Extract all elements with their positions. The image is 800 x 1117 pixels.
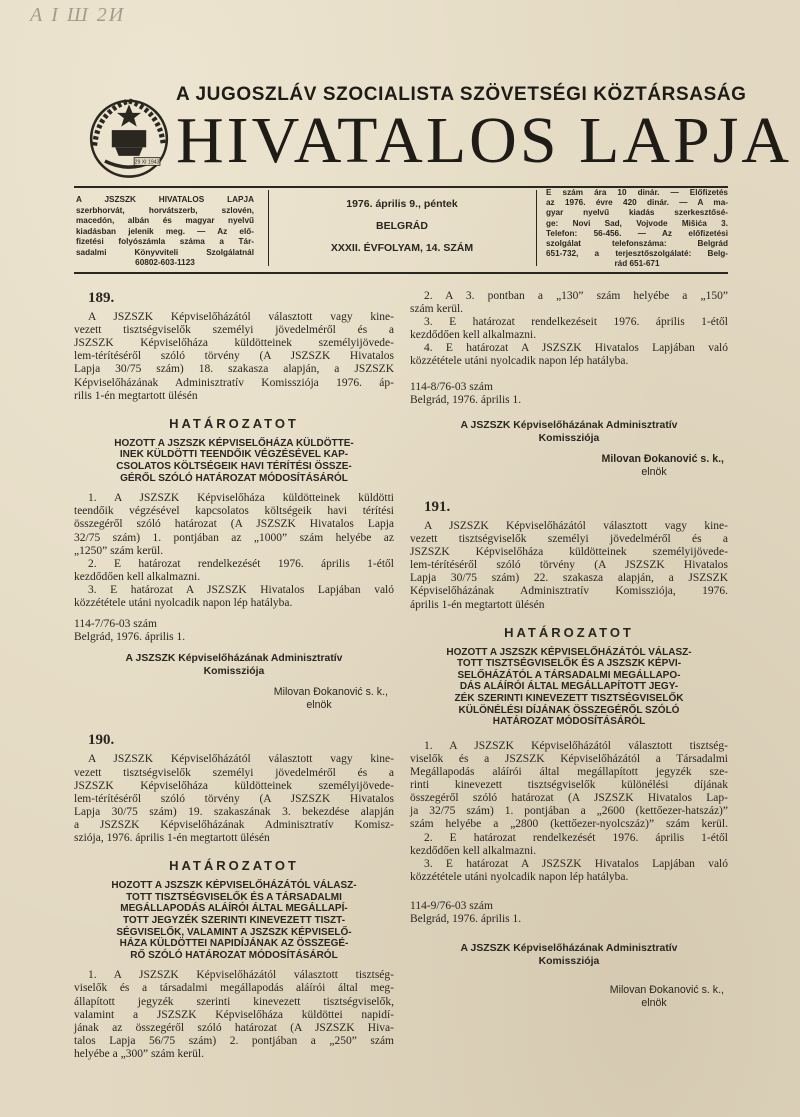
text-line: HOZOTT A JSZSZK KÉPVISELŐHÁZA KÜLDÖTTE- <box>114 437 354 449</box>
text-line: 2. E határozat rendelkezését 1976. április 1-étől <box>88 557 394 570</box>
left-column <box>74 290 394 1061</box>
signer-name: Milovan Đokanović s. k., <box>609 984 724 997</box>
text-line: április 1-én megtartott ülésén <box>410 598 545 611</box>
text-line: szám helyébe a „2800 (kettőezer-nyolcszáz)” szám kerül. <box>410 818 728 831</box>
text-line: 1. A JSZSZK Képviselőháza küldötteinek küldötti <box>88 492 394 505</box>
info-line: fizetési folyószámla száma a Tár- <box>76 237 254 246</box>
info-line: A JSZSZK HIVATALOS LAPJA <box>76 195 254 204</box>
text-line: JSZSZK Képviselőháza küldötteinek személyijövede- <box>74 337 394 350</box>
text-line: kezdődően kell alkalmazni. <box>410 329 537 342</box>
text-line: SÉGVISELŐK, VALAMINT A JSZSZK KÉPVISELŐ- <box>116 926 352 938</box>
text-line: 2. E határozat rendelkezését 1976. április 1-étől <box>424 831 728 844</box>
text-line: A JSZSZK Képviselőházának Adminisztratív <box>460 943 678 955</box>
text-line: A JSZSZK Képviselőházától választott vagy kine- <box>424 519 728 532</box>
text-line: közzététele utáni nyolcadik napon lép hatályba. <box>74 596 293 609</box>
text-line: A JSZSZK Képviselőházának Adminisztratív <box>460 419 678 431</box>
text-line: Képviselőházának Adminisztratív Komissziója, 1976. <box>410 585 728 598</box>
text-line: JSZSZK Képviselőháza küldötteinek személyijövede- <box>74 779 394 792</box>
section-body <box>410 740 728 884</box>
section-body <box>410 290 728 369</box>
signer-name: Milovan Đokanović s. k., <box>273 686 388 699</box>
text-line: MEGÁLLAPODÁS ALÁÍRÓI ÁLTAL MEGÁLLAPÍ- <box>120 903 348 915</box>
text-line: lem-térítéséről szóló törvény (A JSZSZK Hivatalos <box>410 559 728 572</box>
reference-number: 114-8/76-03 szám <box>410 380 493 393</box>
text-line: szám kerül. <box>410 303 464 316</box>
text-line: lem-térítéséről szóló törvény (A JSZSZK Hivatalos <box>74 350 394 363</box>
text-line: Komissziója <box>538 432 600 444</box>
section-subheading <box>74 438 394 484</box>
section-heading: HATÁROZATOT <box>504 624 634 640</box>
text-line: kezdődően kell alkalmazni. <box>410 844 537 857</box>
info-line: szerbhorvát, horvátszerb, szlovén, <box>76 205 254 215</box>
handwritten-mark: А І Ш 2И <box>30 4 126 26</box>
info-line: gyar nyelvű kiadás szerkesztősé- <box>546 208 728 218</box>
text-line: összegéről szóló határozat (A JSZSZK Hivatalos Lapja <box>74 518 394 531</box>
signer-body <box>74 652 394 678</box>
section-intro <box>410 520 728 612</box>
place-date: Belgrád, 1976. április 1. <box>410 393 522 406</box>
text-line: 1. A JSZSZK Képviselőházától választott tisztség- <box>88 969 394 982</box>
text-line: 3. E határozat A JSZSZK Hivatalos Lapjában való <box>88 583 394 596</box>
text-line: „1250” szám kerül. <box>74 544 164 557</box>
masthead-subtitle: A JUGOSZLÁV SZOCIALISTA SZÖVETSÉGI KÖZTÁRSASÁG <box>176 84 747 105</box>
divider <box>268 190 269 266</box>
section-heading: HATÁROZATOT <box>169 858 299 874</box>
text-line: ZÉK SZERINTI KINEVEZETT TISZTSÉGVISELŐK <box>454 693 684 705</box>
text-line: 1. A JSZSZK Képviselőházától választott tisztség- <box>424 739 728 752</box>
text-line: közzététele utáni nyolcadik napon lép hatályba. <box>410 355 629 368</box>
reference-number: 114-7/76-03 szám <box>74 618 157 631</box>
text-line: A JSZSZK Képviselőházától választott vagy kine- <box>88 311 394 324</box>
text-line: 2. A 3. pontban a „130” szám helyébe a „150” <box>424 290 728 302</box>
text-line: talos Lapja 56/75 szám) 2. pontjában a „250” szám <box>74 1034 394 1047</box>
text-line: 4. E határozat A JSZSZK Hivatalos Lapjában való <box>424 342 728 355</box>
text-line: teendőik végzésével kapcsolatos költségeik havi térítési <box>74 505 394 518</box>
text-line: Képviselőházának Adminisztratív Komissziója 1976. áp- <box>74 376 394 389</box>
text-line: a JSZSZK Képviselőházának Adminisztratív Komisz- <box>74 818 394 831</box>
text-line: HATÁROZAT MÓDOSÍTÁSÁRÓL <box>492 716 646 728</box>
text-line: összegéről szóló határozat (A JSZSZK Hivatalos Lap- <box>410 792 728 805</box>
info-line: ge: Novi Sad, Vojvode Mišića 3. <box>546 218 728 228</box>
place-date: Belgrád, 1976. április 1. <box>74 631 186 644</box>
issue-date: 1976. április 9., péntek <box>346 198 458 210</box>
text-line: vezett tisztségviselők személyi jövedelméről és a <box>74 324 394 337</box>
section-subheading <box>410 647 728 728</box>
text-line: 3. E határozat rendelkezéseit 1976. április 1-étől <box>424 316 728 329</box>
masthead-rule-bottom <box>74 272 728 274</box>
text-line: rinti kinevezett tisztségviselők különélési díjának <box>410 779 728 792</box>
text-line: vezett tisztségviselők személyi jövedelméről és a <box>74 766 394 779</box>
signer-role: elnök <box>641 465 667 478</box>
text-line: rilis 1-én megtartott ülésén <box>74 389 198 402</box>
text-line: 32/75 szám) 1. pontjában az „1000” szám helyébe az <box>74 531 394 544</box>
text-line: Megállapodás aláírói által megállapított jegyzék sze- <box>410 766 728 779</box>
text-line: kezdődően kell alkalmazni. <box>74 570 201 583</box>
text-line: CSOLATOS KÖLTSÉGEIK HAVI TÉRÍTÉSI ÖSSZE- <box>116 461 352 473</box>
text-line: TOTT TISZTSÉGVISELŐK ÉS A JSZSZK KÉPVI- <box>456 658 682 670</box>
text-line: Lapja 30/75 szám) 18. szakasza alapján, a JSZSZK <box>74 363 394 376</box>
signer-role: elnök <box>641 997 667 1010</box>
text-line: közzététele utáni nyolcadik napon lép hatályba. <box>410 870 629 883</box>
info-line: 651-732, a terjesztőszolgálaté: Belg- <box>546 249 728 259</box>
section-body <box>74 492 394 610</box>
text-line: viselők és a JSZSZK Képviselőházától a Társadalmi <box>410 752 728 765</box>
text-line: TOTT TISZTSÉGVISELŐK ÉS A TÁRSADALMI <box>126 891 342 903</box>
text-line: helyébe a „300” szám kerül. <box>74 1047 204 1060</box>
state-emblem-icon <box>86 94 172 180</box>
info-line: macedón, albán és magyar nyelvű <box>76 216 254 225</box>
signer-name: Milovan Đokanović s. k., <box>601 452 724 465</box>
text-line: SELŐHÁZÁTÓL A TÁRSADALMI MEGÁLLAPO- <box>457 669 681 681</box>
info-line: 60802-603-1123 <box>135 258 195 267</box>
text-line: Komissziója <box>538 956 600 968</box>
emblem-date: 29 XI 1943 <box>134 159 160 166</box>
publication-info <box>76 195 254 269</box>
signer-body <box>410 419 728 445</box>
text-line: Lapja 30/75 szám) 22. szakasza alapján, a JSZSZK <box>410 572 728 585</box>
text-line: jának az összegéről szóló határozat (A JSZSZK Hiva- <box>74 1021 394 1034</box>
text-line: HOZOTT A JSZSZK KÉPVISELŐHÁZÁTÓL VÁLASZ- <box>111 880 357 892</box>
text-line: HOZOTT A JSZSZK KÉPVISELŐHÁZÁTÓL VÁLASZ- <box>446 646 692 658</box>
text-line: Lapja 30/75 szám) 19. szakaszának 3. bekezdése alapján <box>74 805 394 818</box>
signer-role: elnök <box>306 699 332 712</box>
signer-body <box>410 942 728 968</box>
text-line: A JSZSZK Képviselőházától választott vagy kine- <box>88 753 394 766</box>
text-line: sziója, 1976. április 1-én megtartott ülésén <box>74 832 270 844</box>
section-intro <box>74 753 394 845</box>
issue-volume: XXXII. ÉVFOLYAM, 14. SZÁM <box>330 242 474 254</box>
price-info <box>546 188 728 270</box>
right-column <box>410 290 728 1010</box>
text-line: valamint a JSZSZK Képviselőháza küldöttei napidí- <box>74 1008 394 1021</box>
info-line: szolgálat telefonszáma: Belgrád <box>546 239 728 249</box>
place-date: Belgrád, 1976. április 1. <box>410 912 522 925</box>
text-line: JSZSZK Képviselőháza küldötteinek személyijövede- <box>410 546 728 559</box>
section-number: 191. <box>424 498 451 515</box>
text-line: INEK KÜLDÖTTI TEENDŐIK VÉGZÉSÉVEL KAP- <box>119 449 349 461</box>
info-line: kiadásban jelenik meg. — Az elő- <box>76 226 254 236</box>
text-line: viselők és a társadalmi megállapodás aláírói által meg- <box>74 982 394 995</box>
text-line: DÁS ALÁÍRÓI ÁLTAL MEGÁLLAPÍTOTT JEGY- <box>459 681 679 693</box>
text-line: HÁZA KÜLDÖTTEI NAPIDÍJÁNAK AZ ÖSSZEGÉ- <box>119 938 349 950</box>
info-line: Telefon: 56-456. — Az előfizetési <box>546 228 728 238</box>
info-line: sadalmi Könyvviteli Szolgálatnál <box>76 247 254 257</box>
text-line: vezett tisztségviselők személyi jövedelméről és a <box>410 533 728 546</box>
issue-info <box>270 198 534 264</box>
section-intro <box>74 311 394 403</box>
section-number: 190. <box>88 732 115 749</box>
issue-place: BELGRÁD <box>376 220 428 232</box>
text-line: RŐ SZÓLÓ HATÁROZAT MÓDOSÍTÁSÁRÓL <box>130 949 338 961</box>
text-line: KÜLÖNÉLÉSI DÍJÁNAK ÖSSZEGÉRŐL SZÓLÓ <box>458 704 680 716</box>
masthead-title: HIVATALOS LAPJA <box>176 104 793 177</box>
text-line: GÉRŐL SZÓLÓ HATÁROZAT MÓDOSÍTÁSÁRÓL <box>120 472 348 484</box>
text-line: A JSZSZK Képviselőházának Adminisztratív <box>125 653 343 665</box>
text-line: Komissziója <box>203 666 265 678</box>
section-number: 189. <box>88 290 115 306</box>
text-line: ja 32/75 szám) 1. pontjában a „2600 (kettőezer-hatszáz)” <box>410 805 728 818</box>
section-subheading <box>74 880 394 961</box>
divider <box>536 190 537 266</box>
reference-number: 114-9/76-03 szám <box>410 899 493 912</box>
text-line: 3. E határozat A JSZSZK Hivatalos Lapjában való <box>424 857 728 870</box>
info-line: E szám ára 10 dinár. — Előfizetés <box>546 188 728 197</box>
text-line: TOTT JEGYZÉK SZERINTI KINEVEZETT TISZT- <box>122 914 346 926</box>
section-heading: HATÁROZATOT <box>169 415 299 431</box>
text-line: állapított jegyzék szerinti kinevezett tisztségviselők, <box>74 995 394 1008</box>
section-body <box>74 969 394 1061</box>
text-line: lem-térítéséről szóló törvény (A JSZSZK Hivatalos <box>74 792 394 805</box>
info-line: rád 651-671 <box>614 259 660 269</box>
info-line: az 1976. évre 420 dinár. — A ma- <box>546 198 728 208</box>
